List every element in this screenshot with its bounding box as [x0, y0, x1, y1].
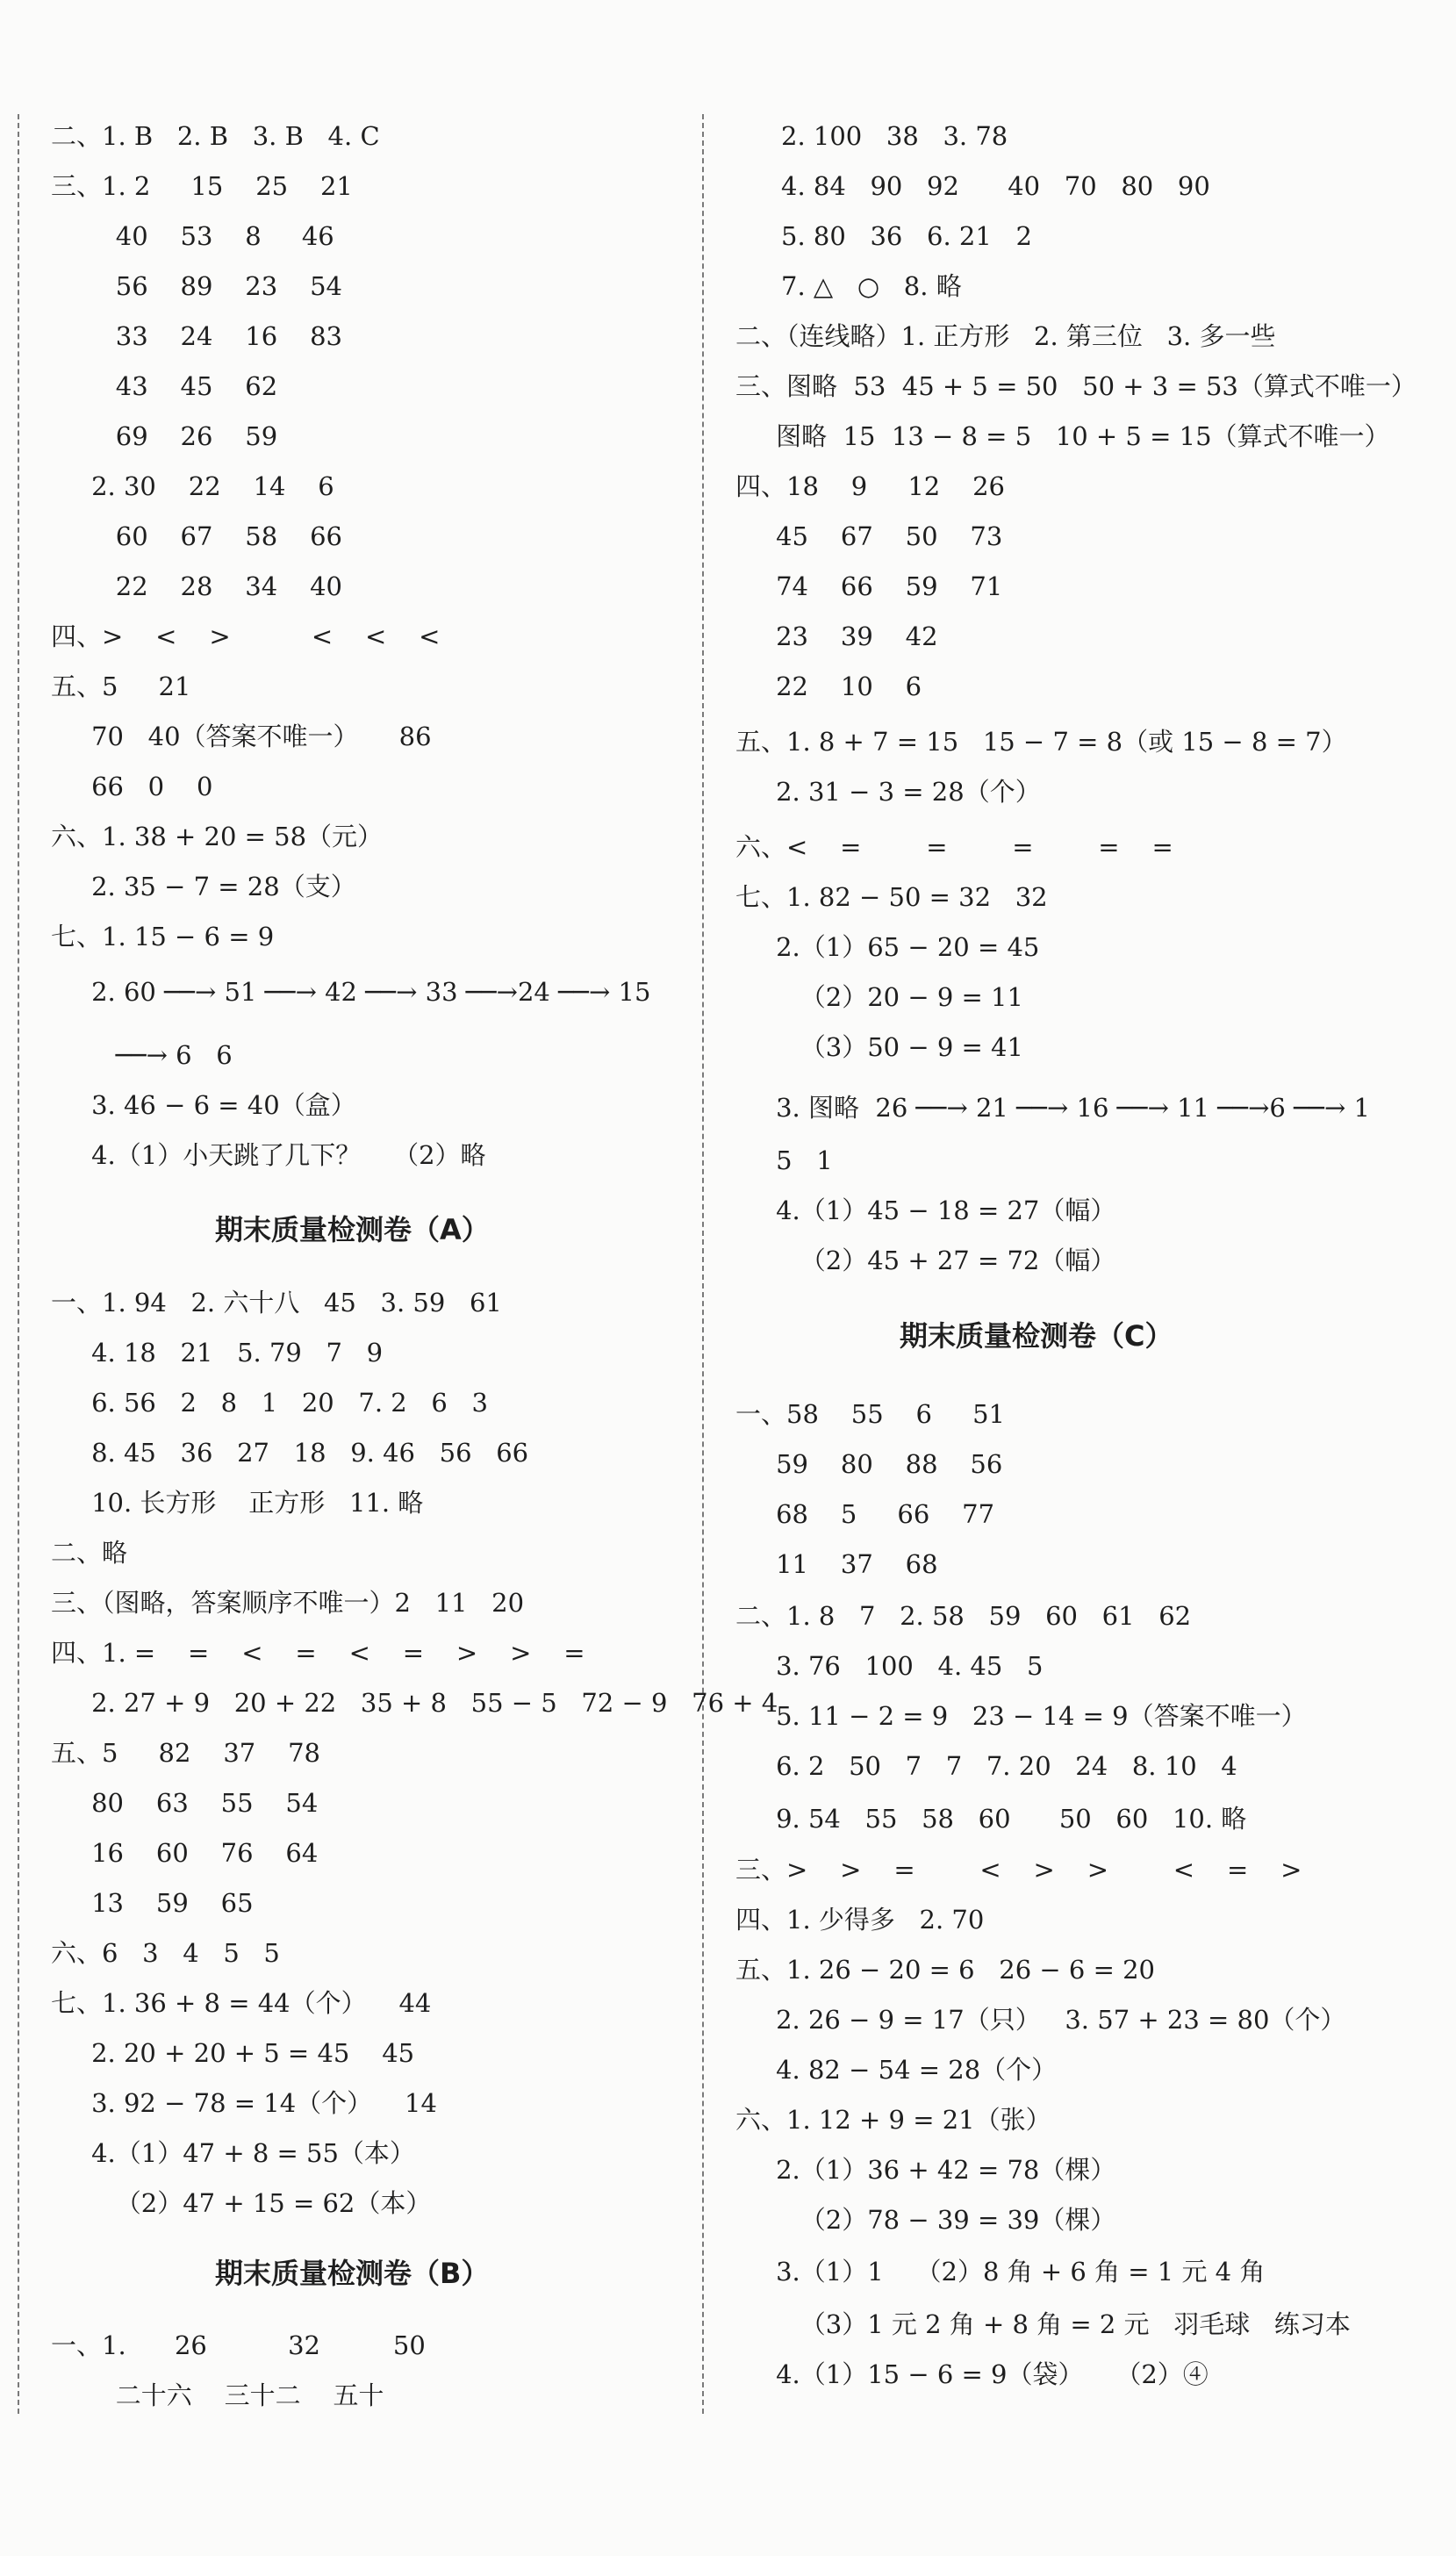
answer-line: ──→ 6 6 — [51, 1040, 233, 1070]
answer-line: 5. 11 − 2 = 9 23 − 14 = 9（答案不唯一） — [735, 1701, 1307, 1731]
answer-line: 六、1. 12 + 9 = 21（张） — [735, 2105, 1051, 2135]
answer-line: 22 10 6 — [735, 671, 922, 701]
answer-line: 4. 82 − 54 = 28（个） — [735, 2055, 1058, 2085]
answer-line: 4.（1）15 − 6 = 9（袋） （2）④ — [735, 2359, 1209, 2389]
answer-line: 69 26 59 — [51, 421, 278, 451]
answer-line: 22 28 34 40 — [51, 571, 342, 601]
answer-line: （3）50 − 9 = 41 — [735, 1032, 1023, 1062]
answer-line: 三、1. 2 15 25 21 — [51, 171, 353, 201]
answer-line: 五、1. 26 − 20 = 6 26 − 6 = 20 — [735, 1955, 1155, 1985]
answer-line: 74 66 59 71 — [735, 571, 1003, 601]
answer-line: 60 67 58 66 — [51, 521, 342, 551]
answer-line: 33 24 16 83 — [51, 321, 342, 351]
answer-line: 3. 46 − 6 = 40（盒） — [51, 1090, 356, 1120]
answer-line: 一、1. 94 2. 六十八 45 3. 59 61 — [51, 1288, 502, 1317]
answer-line: 45 67 50 73 — [735, 521, 1003, 551]
answer-line: 五、1. 8 + 7 = 15 15 − 7 = 8（或 15 − 8 = 7） — [735, 727, 1347, 757]
answer-line: 56 89 23 54 — [51, 271, 342, 301]
section-heading-b: 期末质量检测卷（B） — [215, 2257, 490, 2290]
answer-line: 二、1. B 2. B 3. B 4. C — [51, 121, 380, 151]
answer-line: 2. 60 ──→ 51 ──→ 42 ──→ 33 ──→24 ──→ 15 — [51, 977, 651, 1007]
answer-line: 三、> > = < > > < = > — [735, 1855, 1302, 1885]
answer-line: 4.（1）47 + 8 = 55（本） — [51, 2138, 415, 2168]
answer-line: 2. 30 22 14 6 — [51, 471, 334, 501]
left-dashed-rule — [18, 114, 19, 2414]
answer-line: 四、> < > < < < — [51, 621, 441, 651]
answer-line: 7. △ ○ 8. 略 — [781, 271, 962, 301]
answer-line: 二十六 三十二 五十 — [51, 2380, 384, 2410]
answer-line: 七、1. 15 − 6 = 9 — [51, 922, 275, 951]
section-heading-c: 期末质量检测卷（C） — [900, 1319, 1173, 1353]
answer-line: 二、1. 8 7 2. 58 59 60 61 62 — [735, 1601, 1192, 1631]
answer-line: 2. 26 − 9 = 17（只） 3. 57 + 23 = 80（个） — [735, 2005, 1346, 2035]
answer-line: （2）47 + 15 = 62（本） — [51, 2188, 432, 2218]
answer-line: （2）20 − 9 = 11 — [735, 982, 1023, 1012]
answer-line: 43 45 62 — [51, 371, 278, 401]
center-dashed-rule — [702, 114, 704, 2414]
answer-line: 6. 56 2 8 1 20 7. 2 6 3 — [51, 1388, 488, 1418]
answer-line: 5. 80 36 6. 21 2 — [781, 221, 1032, 251]
answer-line: 5 1 — [735, 1145, 833, 1175]
answer-line: 2. 31 − 3 = 28（个） — [735, 777, 1041, 807]
answer-line: 59 80 88 56 — [735, 1449, 1003, 1479]
answer-line: 3. 76 100 4. 45 5 — [735, 1651, 1044, 1681]
answer-line: 68 5 66 77 — [735, 1499, 995, 1529]
answer-line: 2.（1）36 + 42 = 78（棵） — [735, 2155, 1116, 2185]
answer-line: 6. 2 50 7 7 7. 20 24 8. 10 4 — [735, 1751, 1237, 1781]
answer-line: 2.（1）65 − 20 = 45 — [735, 932, 1040, 962]
answer-line: 六、< = = = = = — [735, 832, 1173, 862]
answer-line: 70 40（答案不唯一） 86 — [51, 722, 432, 751]
answer-line: 三、图略 53 45 + 5 = 50 50 + 3 = 53（算式不唯一） — [735, 371, 1417, 401]
answer-line: 13 59 65 — [51, 1888, 254, 1918]
answer-line: 11 37 68 — [735, 1549, 938, 1579]
answer-line: 3. 92 − 78 = 14（个） 14 — [51, 2088, 437, 2118]
answer-line: 五、5 21 — [51, 671, 191, 701]
answer-line: 四、1. 少得多 2. 70 — [735, 1905, 985, 1935]
answer-line: 二、略 — [51, 1538, 128, 1568]
answer-line: 3.（1）1 （2）8 角 + 6 角 = 1 元 4 角 — [735, 2257, 1266, 2287]
answer-line: 七、1. 36 + 8 = 44（个） 44 — [51, 1988, 432, 2018]
answer-line: 七、1. 82 − 50 = 32 32 — [735, 882, 1048, 912]
answer-line: 二、（连线略）1. 正方形 2. 第三位 3. 多一些 — [735, 321, 1276, 351]
answer-line: 三、（图略，答案顺序不唯一）2 11 20 — [51, 1588, 525, 1618]
answer-line: 8. 45 36 27 18 9. 46 56 66 — [51, 1438, 529, 1468]
answer-line: 23 39 42 — [735, 621, 938, 651]
answer-line: 66 0 0 — [51, 772, 213, 801]
answer-line: 80 63 55 54 — [51, 1788, 319, 1818]
answer-line: 图略 15 13 − 8 = 5 10 + 5 = 15（算式不唯一） — [735, 421, 1390, 451]
answer-line: 9. 54 55 58 60 50 60 10. 略 — [735, 1804, 1247, 1834]
answer-line: 2. 27 + 9 20 + 22 35 + 8 55 − 5 72 − 9 76 + 4 — [51, 1688, 778, 1718]
section-heading-a: 期末质量检测卷（A） — [215, 1213, 490, 1246]
answer-line: 一、58 55 6 51 — [735, 1399, 1005, 1429]
answer-line: 4.（1）45 − 18 = 27（幅） — [735, 1195, 1116, 1225]
answer-line: 2. 100 38 3. 78 — [781, 121, 1008, 151]
answer-line: 2. 35 − 7 = 28（支） — [51, 872, 356, 901]
answer-line: 4. 18 21 5. 79 7 9 — [51, 1338, 384, 1368]
answer-line: 10. 长方形 正方形 11. 略 — [51, 1488, 424, 1518]
answer-line: 4. 84 90 92 40 70 80 90 — [781, 171, 1210, 201]
answer-line: 40 53 8 46 — [51, 221, 334, 251]
answer-line: （2）78 − 39 = 39（棵） — [735, 2205, 1116, 2235]
answer-line: （2）45 + 27 = 72（幅） — [735, 1246, 1116, 1275]
answer-line: 四、1. = = < = < = > > = — [51, 1638, 585, 1668]
answer-line: 一、1. 26 32 50 — [51, 2330, 426, 2360]
answer-line: 16 60 76 64 — [51, 1838, 319, 1868]
answer-line: 六、1. 38 + 20 = 58（元） — [51, 822, 384, 851]
answer-line: 五、5 82 37 78 — [51, 1738, 320, 1768]
answer-line: 2. 20 + 20 + 5 = 45 45 — [51, 2038, 415, 2068]
answer-line: 4.（1）小天跳了几下？ （2）略 — [51, 1140, 486, 1170]
answer-line: 3. 图略 26 ──→ 21 ──→ 16 ──→ 11 ──→6 ──→ 1 — [735, 1093, 1370, 1123]
answer-line: 四、18 9 12 26 — [735, 471, 1005, 501]
answer-line: （3）1 元 2 角 + 8 角 = 2 元 羽毛球 练习本 — [735, 2309, 1351, 2339]
answer-line: 六、6 3 4 5 5 — [51, 1938, 280, 1968]
